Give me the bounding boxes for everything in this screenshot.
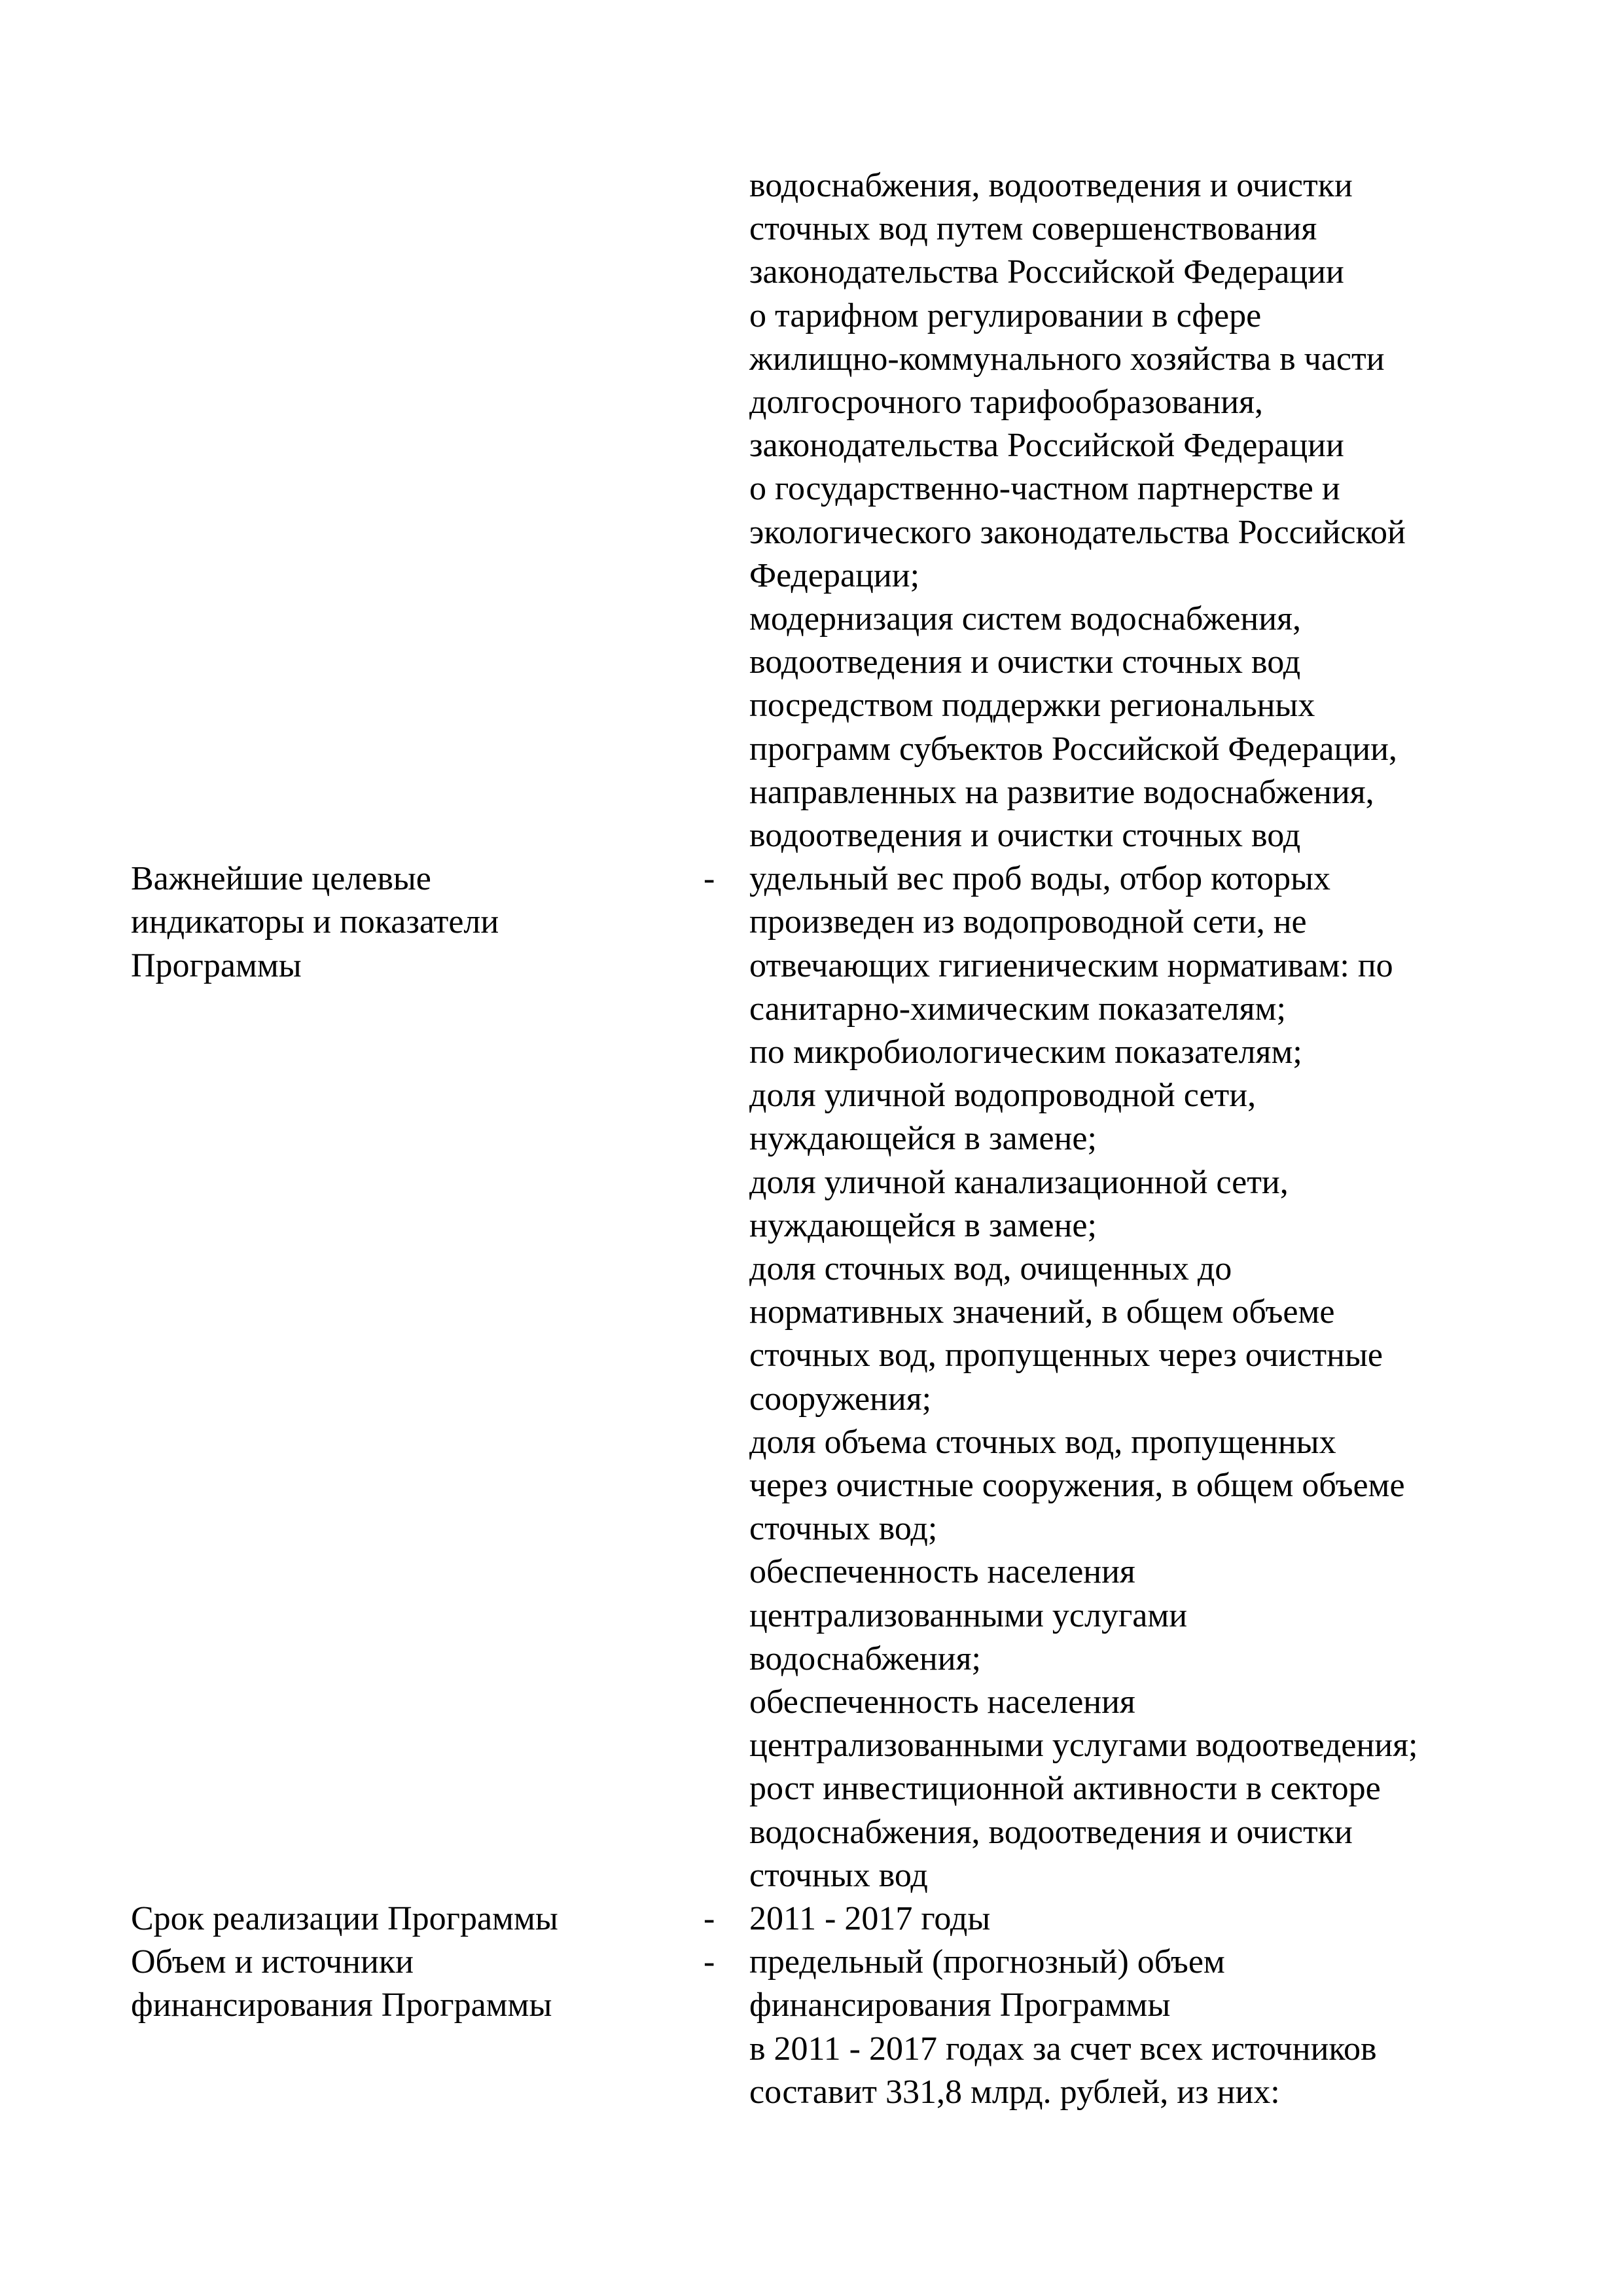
section-label-indicators: индикаторы и показатели (131, 903, 499, 941)
section-label-funding: Объем и источники (131, 1943, 414, 1981)
section-text-indicators: сточных вод; (749, 1510, 938, 1548)
section-text-indicators: доля уличной водопроводной сети, (749, 1077, 1257, 1115)
section-text-indicators: через очистные сооружения, в общем объеме (749, 1467, 1405, 1504)
section-text-indicators: сточных вод (749, 1856, 928, 1894)
section-text-goals_continuation: программ субъектов Российской Федерации, (749, 730, 1397, 768)
section-text-indicators: удельный вес проб воды, отбор которых (749, 860, 1331, 898)
section-text-indicators: нуждающейся в замене; (749, 1120, 1097, 1158)
section-text-indicators: обеспеченность населения (749, 1553, 1135, 1591)
section-text-indicators: по микробиологическим показателям; (749, 1033, 1302, 1071)
section-text-goals_continuation: посредством поддержки региональных (749, 687, 1315, 725)
section-text-indicators: нуждающейся в замене; (749, 1206, 1097, 1244)
section-text-indicators: доля объема сточных вод, пропущенных (749, 1423, 1336, 1461)
section-text-goals_continuation: водоотведения и очистки сточных вод (749, 817, 1301, 854)
section-text-goals_continuation: жилищно-коммунального хозяйства в части (749, 340, 1385, 378)
section-text-goals_continuation: о тарифном регулировании в сфере (749, 296, 1262, 334)
section-text-goals_continuation: законодательства Российской Федерации (749, 427, 1344, 465)
section-dash-funding: - (704, 1943, 715, 1981)
section-text-indicators: централизованными услугами (749, 1596, 1188, 1634)
section-text-indicators: водоснабжения, водоотведения и очистки (749, 1813, 1353, 1851)
section-text-indicators: обеспеченность населения (749, 1683, 1135, 1721)
section-text-indicators: произведен из водопроводной сети, не (749, 903, 1307, 941)
section-text-indicators: доля уличной канализационной сети, (749, 1163, 1289, 1201)
section-label-indicators: Программы (131, 946, 302, 984)
section-text-indicators: сточных вод, пропущенных через очистные (749, 1336, 1383, 1374)
section-label-indicators: Важнейшие целевые (131, 860, 431, 898)
section-text-term: 2011 - 2017 годы (749, 1900, 991, 1937)
section-label-term: Срок реализации Программы (131, 1900, 558, 1937)
section-text-goals_continuation: экологического законодательства Российской (749, 513, 1406, 551)
section-text-goals_continuation: модернизация систем водоснабжения, (749, 600, 1301, 637)
section-text-goals_continuation: водоснабжения, водоотведения и очистки (749, 167, 1353, 204)
section-text-indicators: водоснабжения; (749, 1640, 981, 1677)
section-text-indicators: рост инвестиционной активности в секторе (749, 1770, 1381, 1808)
section-text-funding: в 2011 - 2017 годах за счет всех источников (749, 2030, 1377, 2068)
section-text-funding: предельный (прогнозный) объем (749, 1943, 1225, 1981)
section-dash-indicators: - (704, 860, 715, 898)
section-text-indicators: централизованными услугами водоотведения; (749, 1727, 1418, 1765)
section-text-indicators: сооружения; (749, 1380, 932, 1418)
section-text-indicators: нормативных значений, в общем объеме (749, 1293, 1335, 1331)
section-text-goals_continuation: направленных на развитие водоснабжения, (749, 773, 1374, 811)
section-text-goals_continuation: законодательства Российской Федерации (749, 253, 1344, 291)
section-text-funding: составит 331,8 млрд. рублей, из них: (749, 2073, 1280, 2111)
section-text-goals_continuation: водоотведения и очистки сточных вод (749, 643, 1301, 681)
section-text-indicators: санитарно-химическим показателям; (749, 990, 1286, 1028)
section-text-goals_continuation: долгосрочного тарифообразования, (749, 384, 1264, 421)
section-text-goals_continuation: сточных вод путем совершенствования (749, 210, 1317, 248)
section-text-indicators: отвечающих гигиеническим нормативам: по (749, 946, 1393, 984)
section-dash-term: - (704, 1900, 715, 1937)
section-label-funding: финансирования Программы (131, 1986, 552, 2024)
section-text-goals_continuation: о государственно-частном партнерстве и (749, 470, 1340, 508)
section-text-indicators: доля сточных вод, очищенных до (749, 1250, 1232, 1287)
section-text-goals_continuation: Федерации; (749, 556, 920, 594)
section-text-funding: финансирования Программы (749, 1986, 1171, 2024)
